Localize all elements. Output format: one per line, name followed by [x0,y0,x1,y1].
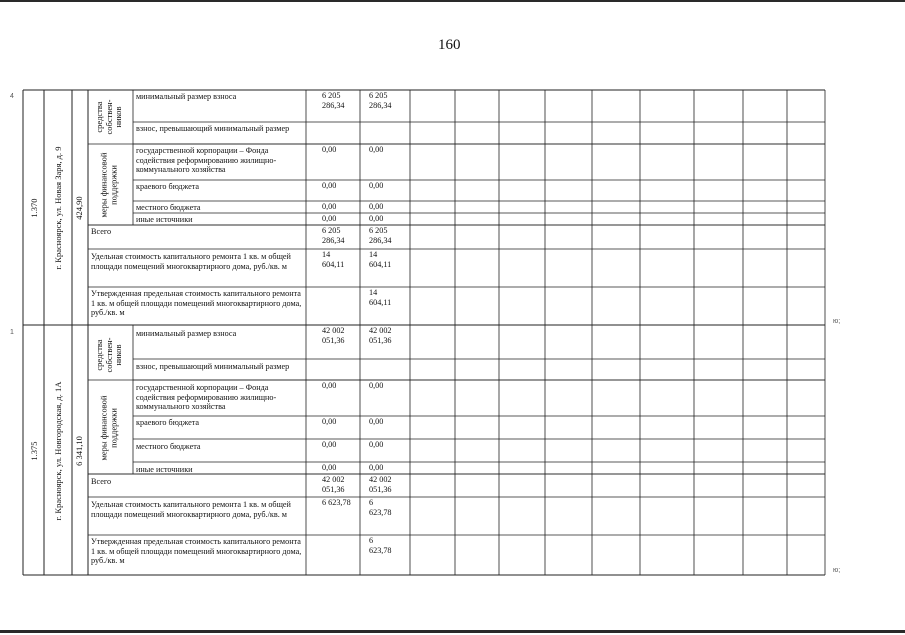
value-cost-sum: 14 604,11 [369,250,392,269]
value-cost-sum: 14 604,11 [369,288,392,307]
value-cost-total: 42 002 051,36 [322,475,345,494]
value-cost-sum: 6 205 286,34 [369,226,392,245]
group-financial-support: меры финансовой поддержки [98,152,118,218]
group-owner-funds: средства собствен-ников [93,99,123,135]
label-corp-fund: государственной корпорации – Фонда содействия реформированию жилищно-коммунального хозяйства [136,383,277,411]
label-total: Всего [91,227,112,236]
value-cost-sum: 42 002 051,36 [369,326,392,345]
value-cost-total: 0,00 [322,463,337,472]
house-address: г. Красноярск, ул. Новгородская, д. 1А [53,381,63,521]
value-cost-total: 0,00 [322,145,337,154]
value-cost-total: 42 002 051,36 [322,326,345,345]
value-cost-total: 0,00 [322,381,337,390]
value-cost-total: 0,00 [322,202,337,211]
value-cost-total: 0,00 [322,181,337,190]
group-owner-funds: средства собствен-ников [93,337,123,373]
value-cost-sum: 0,00 [369,202,384,211]
margin-mark-second: 1 [10,329,14,336]
margin-mark-first: 4 [10,93,14,100]
house-address: г. Красноярск, ул. Новая Заря, д. 9 [53,146,63,270]
label-regional-budget: краевого бюджета [136,182,200,191]
value-cost-sum: 0,00 [369,463,384,472]
label-limit-cost: Утвержденная предельная стоимость капитального ремонта 1 кв. м общей площади помещений многоквартирного дома, руб./кв. м [91,289,302,317]
value-cost-total: 6 205 286,34 [322,226,345,245]
value-cost-total: 6 205 286,34 [322,91,345,110]
margin-mark-right-a: ю; [833,318,841,325]
value-cost-sum: 0,00 [369,417,384,426]
label-over-min: взнос, превышающий минимальный размер [136,124,290,133]
item-number: 1.370 [29,198,39,218]
value-cost-sum: 0,00 [369,145,384,154]
value-cost-sum: 6 623,78 [369,498,392,517]
value-cost-sum: 6 205 286,34 [369,91,392,110]
house-area: 424,90 [74,196,84,220]
value-cost-sum: 0,00 [369,381,384,390]
house-area: 6 341,10 [74,436,84,466]
label-corp-fund: государственной корпорации – Фонда содействия реформированию жилищно-коммунального хозяйства [136,146,277,174]
label-limit-cost: Утвержденная предельная стоимость капитального ремонта 1 кв. м общей площади помещений многоквартирного дома, руб./кв. м [91,537,302,565]
value-cost-sum: 0,00 [369,214,384,223]
margin-mark-right-b: ю; [833,567,841,574]
value-cost-total: 6 623,78 [322,498,351,507]
label-local-budget: местного бюджета [136,203,201,212]
label-min-fee: минимальный размер взноса [136,329,237,338]
value-cost-sum: 42 002 051,36 [369,475,392,494]
value-cost-sum: 0,00 [369,181,384,190]
label-unit-cost: Удельная стоимость капитального ремонта 1 кв. м общей площади помещений многоквартирного дома, руб./кв. м [91,252,291,271]
label-over-min: взнос, превышающий минимальный размер [136,362,290,371]
value-cost-total: 14 604,11 [322,250,345,269]
label-regional-budget: краевого бюджета [136,418,200,427]
label-other-sources: иные источники [136,215,193,224]
label-min-fee: минимальный размер взноса [136,92,237,101]
value-cost-total: 0,00 [322,417,337,426]
group-financial-support: меры финансовой поддержки [98,395,118,461]
value-cost-sum: 0,00 [369,440,384,449]
value-cost-sum: 6 623,78 [369,536,392,555]
item-number: 1.375 [29,441,39,461]
page-number: 160 [438,37,461,53]
label-total: Всего [91,477,112,486]
label-unit-cost: Удельная стоимость капитального ремонта 1 кв. м общей площади помещений многоквартирного дома, руб./кв. м [91,500,291,519]
value-cost-total: 0,00 [322,440,337,449]
label-other-sources: иные источники [136,465,193,474]
value-cost-total: 0,00 [322,214,337,223]
label-local-budget: местного бюджета [136,442,201,451]
